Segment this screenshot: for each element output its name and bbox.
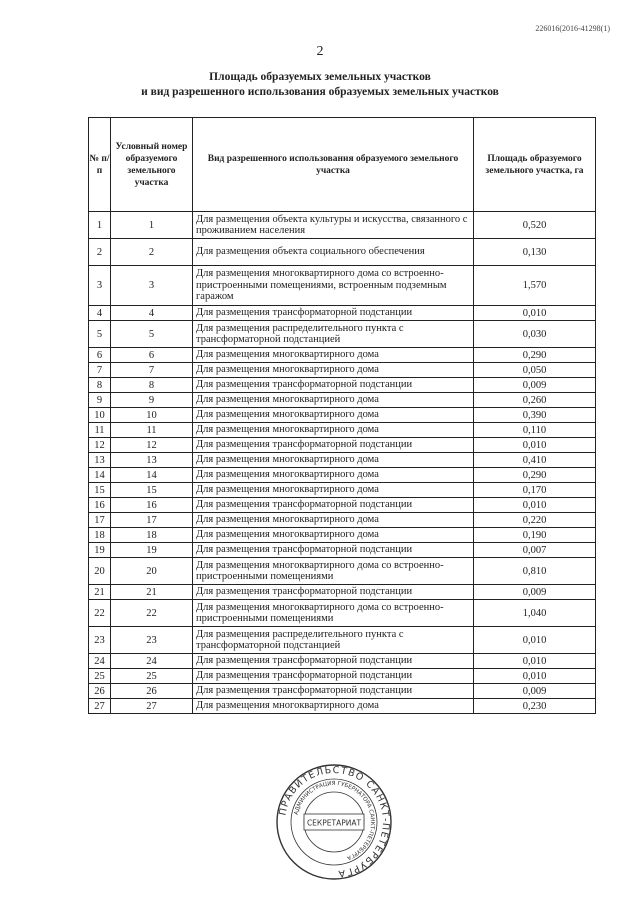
conditional-number: 11 [111, 423, 193, 438]
row-number: 13 [89, 453, 111, 468]
conditional-number: 9 [111, 393, 193, 408]
conditional-number: 6 [111, 348, 193, 363]
conditional-number: 18 [111, 528, 193, 543]
stamp-center-text: СЕКРЕТАРИАТ [306, 818, 362, 828]
permitted-use: Для размещения трансформаторной подстанции [193, 669, 474, 684]
table-row [89, 306, 596, 321]
row-number: 16 [89, 498, 111, 513]
table-row [89, 378, 596, 393]
row-number: 2 [89, 239, 111, 266]
plot-area: 0,410 [474, 453, 596, 468]
conditional-number: 21 [111, 585, 193, 600]
table-row [89, 468, 596, 483]
conditional-number: 10 [111, 408, 193, 423]
permitted-use: Для размещения многоквартирного дома [193, 483, 474, 498]
permitted-use: Для размещения трансформаторной подстанции [193, 543, 474, 558]
permitted-use: Для размещения многоквартирного дома со встроенно-пристроенными помещениями [193, 600, 474, 627]
conditional-number: 7 [111, 363, 193, 378]
plot-area: 0,010 [474, 498, 596, 513]
permitted-use: Для размещения трансформаторной подстанции [193, 654, 474, 669]
permitted-use: Для размещения трансформаторной подстанции [193, 684, 474, 699]
conditional-number: 1 [111, 212, 193, 239]
plot-area: 0,260 [474, 393, 596, 408]
permitted-use: Для размещения трансформаторной подстанции [193, 438, 474, 453]
row-number: 21 [89, 585, 111, 600]
row-number: 23 [89, 627, 111, 654]
table-row [89, 585, 596, 600]
row-number: 3 [89, 266, 111, 306]
row-number: 11 [89, 423, 111, 438]
plot-area: 0,130 [474, 239, 596, 266]
permitted-use: Для размещения распределительного пункта с трансформаторной подстанцией [193, 627, 474, 654]
plot-area: 0,010 [474, 654, 596, 669]
conditional-number: 25 [111, 669, 193, 684]
permitted-use: Для размещения трансформаторной подстанции [193, 306, 474, 321]
table-row [89, 438, 596, 453]
row-number: 7 [89, 363, 111, 378]
stamp-outer-text: ПРАВИТЕЛЬСТВО САНКТ-ПЕТЕРБУРГА [277, 764, 392, 879]
table-row [89, 423, 596, 438]
row-number: 5 [89, 321, 111, 348]
document-title [0, 70, 640, 100]
table-row [89, 669, 596, 684]
header-num: № п/п [89, 118, 111, 212]
conditional-number: 16 [111, 498, 193, 513]
permitted-use: Для размещения многоквартирного дома [193, 699, 474, 714]
row-number: 24 [89, 654, 111, 669]
permitted-use: Для размещения многоквартирного дома [193, 423, 474, 438]
plot-area: 0,010 [474, 438, 596, 453]
row-number: 9 [89, 393, 111, 408]
conditional-number: 12 [111, 438, 193, 453]
plot-area: 1,040 [474, 600, 596, 627]
permitted-use: Для размещения многоквартирного дома [193, 393, 474, 408]
row-number: 10 [89, 408, 111, 423]
permitted-use: Для размещения распределительного пункта с трансформаторной подстанцией [193, 321, 474, 348]
secretariat-stamp [274, 762, 394, 882]
plot-area: 0,110 [474, 423, 596, 438]
row-number: 26 [89, 684, 111, 699]
plot-area: 0,007 [474, 543, 596, 558]
conditional-number: 22 [111, 600, 193, 627]
table-row [89, 699, 596, 714]
permitted-use: Для размещения многоквартирного дома со встроенно-пристроенными помещениями, встроенным подземным гаражом [193, 266, 474, 306]
permitted-use: Для размещения трансформаторной подстанции [193, 585, 474, 600]
row-number: 12 [89, 438, 111, 453]
permitted-use: Для размещения многоквартирного дома [193, 363, 474, 378]
permitted-use: Для размещения многоквартирного дома [193, 348, 474, 363]
plot-area: 0,290 [474, 348, 596, 363]
table-row [89, 558, 596, 585]
plot-area: 0,810 [474, 558, 596, 585]
plot-area: 0,390 [474, 408, 596, 423]
conditional-number: 20 [111, 558, 193, 585]
plot-area: 1,570 [474, 266, 596, 306]
plot-area: 0,010 [474, 669, 596, 684]
document-number: 226016(2016-41298(1) [535, 24, 610, 33]
page-number: 2 [316, 44, 324, 59]
table-row [89, 513, 596, 528]
row-number: 14 [89, 468, 111, 483]
row-number: 17 [89, 513, 111, 528]
conditional-number: 17 [111, 513, 193, 528]
land-plots-table [88, 117, 596, 714]
permitted-use: Для размещения трансформаторной подстанции [193, 378, 474, 393]
table-row [89, 654, 596, 669]
table-row [89, 684, 596, 699]
permitted-use: Для размещения многоквартирного дома [193, 408, 474, 423]
conditional-number: 19 [111, 543, 193, 558]
conditional-number: 15 [111, 483, 193, 498]
table-row [89, 239, 596, 266]
conditional-number: 5 [111, 321, 193, 348]
conditional-number: 23 [111, 627, 193, 654]
table-row [89, 321, 596, 348]
permitted-use: Для размещения многоквартирного дома [193, 453, 474, 468]
plot-area: 0,010 [474, 627, 596, 654]
row-number: 19 [89, 543, 111, 558]
table-header-row [89, 118, 596, 212]
header-area: Площадь образуемого земельного участка, га [474, 118, 596, 212]
table-row [89, 528, 596, 543]
table-row [89, 453, 596, 468]
conditional-number: 27 [111, 699, 193, 714]
permitted-use: Для размещения объекта социального обеспечения [193, 239, 474, 266]
conditional-number: 3 [111, 266, 193, 306]
table-row [89, 483, 596, 498]
row-number: 15 [89, 483, 111, 498]
row-number: 25 [89, 669, 111, 684]
conditional-number: 26 [111, 684, 193, 699]
row-number: 22 [89, 600, 111, 627]
permitted-use: Для размещения трансформаторной подстанции [193, 498, 474, 513]
plot-area: 0,030 [474, 321, 596, 348]
conditional-number: 4 [111, 306, 193, 321]
plot-area: 0,170 [474, 483, 596, 498]
plot-area: 0,009 [474, 684, 596, 699]
row-number: 8 [89, 378, 111, 393]
conditional-number: 13 [111, 453, 193, 468]
table-row [89, 212, 596, 239]
conditional-number: 2 [111, 239, 193, 266]
plot-area: 0,009 [474, 585, 596, 600]
plot-area: 0,010 [474, 306, 596, 321]
header-conditional-number: Условный номер образуемого земельного участка [111, 118, 193, 212]
table-row [89, 543, 596, 558]
row-number: 6 [89, 348, 111, 363]
plot-area: 0,050 [474, 363, 596, 378]
table-row [89, 600, 596, 627]
title-line-1: Площадь образуемых земельных участков [209, 71, 431, 83]
plot-area: 0,290 [474, 468, 596, 483]
header-permitted-use: Вид разрешенного использования образуемого земельного участка [193, 118, 474, 212]
table-row [89, 408, 596, 423]
conditional-number: 24 [111, 654, 193, 669]
title-line-2: и вид разрешенного использования образуемых земельных участков [141, 86, 499, 98]
plot-area: 0,520 [474, 212, 596, 239]
plot-area: 0,009 [474, 378, 596, 393]
conditional-number: 8 [111, 378, 193, 393]
conditional-number: 14 [111, 468, 193, 483]
table-row [89, 393, 596, 408]
permitted-use: Для размещения многоквартирного дома [193, 513, 474, 528]
plot-area: 0,190 [474, 528, 596, 543]
row-number: 4 [89, 306, 111, 321]
permitted-use: Для размещения многоквартирного дома со встроенно-пристроенными помещениями [193, 558, 474, 585]
table-row [89, 498, 596, 513]
permitted-use: Для размещения многоквартирного дома [193, 528, 474, 543]
table-row [89, 363, 596, 378]
permitted-use: Для размещения объекта культуры и искусства, связанного с проживанием населения [193, 212, 474, 239]
permitted-use: Для размещения многоквартирного дома [193, 468, 474, 483]
plot-area: 0,220 [474, 513, 596, 528]
table-row [89, 627, 596, 654]
row-number: 20 [89, 558, 111, 585]
row-number: 27 [89, 699, 111, 714]
table-row [89, 266, 596, 306]
plot-area: 0,230 [474, 699, 596, 714]
table-row [89, 348, 596, 363]
row-number: 1 [89, 212, 111, 239]
table-body [89, 212, 596, 714]
row-number: 18 [89, 528, 111, 543]
stamp-inner-text: АДМИНИСТРАЦИЯ ГУБЕРНАТОРА САНКТ-ПЕТЕРБУРГА [293, 780, 376, 861]
